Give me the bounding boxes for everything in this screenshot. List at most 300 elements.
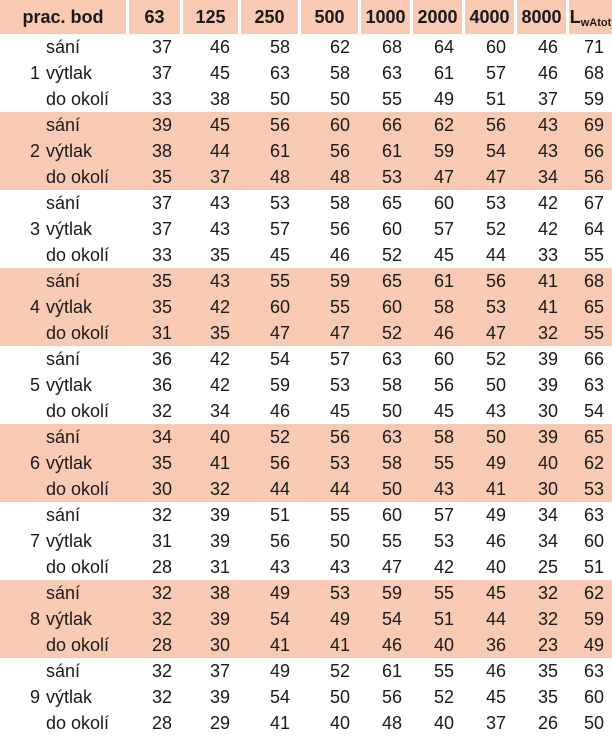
- value-cell: 40: [329, 712, 351, 733]
- value-cell: 45: [329, 400, 351, 421]
- value-cell: 55: [329, 504, 351, 525]
- header-total-main: L: [569, 6, 581, 27]
- value-cell: 43: [209, 192, 231, 213]
- value-cell: 32: [514, 606, 566, 632]
- value-cell: 45: [269, 244, 291, 265]
- value-cell: 49: [433, 88, 455, 109]
- value-cell: 54: [238, 606, 298, 632]
- measurement-point-number: [0, 190, 44, 216]
- total-level-cell: 62: [566, 450, 612, 476]
- table-row: [0, 372, 612, 398]
- value-cell: 53: [298, 580, 358, 606]
- value-cell: 52: [433, 686, 455, 707]
- value-cell: 54: [358, 606, 410, 632]
- value-cell: 44: [298, 476, 358, 502]
- value-cell: 32: [151, 660, 173, 681]
- value-cell: 47: [462, 164, 514, 190]
- value-cell: 34: [126, 424, 180, 450]
- value-cell: 47: [298, 320, 358, 346]
- value-cell: 63: [358, 424, 410, 450]
- value-cell: 46: [269, 400, 291, 421]
- value-cell: 42: [209, 348, 231, 369]
- total-level-cell: 49: [566, 632, 612, 658]
- row-label: sání: [44, 112, 126, 138]
- value-cell: 33: [151, 88, 173, 109]
- measurement-point-number: 8: [0, 606, 44, 632]
- total-level-cell: 69: [566, 112, 612, 138]
- value-cell: 32: [151, 686, 173, 707]
- value-cell: 35: [537, 660, 559, 681]
- value-cell: 60: [485, 36, 507, 57]
- value-cell: 56: [381, 686, 403, 707]
- value-cell: 44: [485, 244, 507, 265]
- value-cell: 46: [485, 530, 507, 551]
- value-cell: 31: [151, 530, 173, 551]
- value-cell: 58: [269, 36, 291, 57]
- value-cell: 57: [433, 218, 455, 239]
- row-label: do okolí: [44, 476, 126, 502]
- value-cell: 35: [209, 244, 231, 265]
- measurement-point-number: [0, 710, 44, 736]
- table-row: [0, 138, 612, 164]
- measurement-point-number: 4: [0, 294, 44, 320]
- row-label: sání: [44, 268, 126, 294]
- value-cell: 49: [238, 580, 298, 606]
- value-cell: 32: [151, 400, 173, 421]
- value-cell: 36: [462, 632, 514, 658]
- value-cell: 42: [180, 294, 238, 320]
- table-row: [0, 34, 612, 60]
- measurement-point-number: 1: [29, 62, 40, 83]
- value-cell: 39: [537, 374, 559, 395]
- value-cell: 55: [381, 530, 403, 551]
- row-label: výtlak: [46, 374, 93, 395]
- measurement-point-number: 3: [29, 218, 40, 239]
- total-level-cell: 53: [566, 476, 612, 502]
- value-cell: 29: [209, 712, 231, 733]
- row-label: sání: [44, 424, 126, 450]
- value-cell: 52: [358, 320, 410, 346]
- row-label: do okolí: [46, 556, 110, 577]
- value-cell: 33: [151, 244, 173, 265]
- table-row: [0, 242, 612, 268]
- value-cell: 55: [238, 268, 298, 294]
- value-cell: 35: [180, 320, 238, 346]
- value-cell: 34: [514, 164, 566, 190]
- value-cell: 36: [151, 374, 173, 395]
- value-cell: 63: [381, 348, 403, 369]
- value-cell: 51: [410, 606, 462, 632]
- measurement-point-number: [0, 164, 44, 190]
- value-cell: 60: [381, 504, 403, 525]
- table-body: [0, 34, 612, 736]
- value-cell: 65: [381, 192, 403, 213]
- value-cell: 60: [381, 218, 403, 239]
- header-freq-2000: 2000: [410, 0, 462, 34]
- value-cell: 57: [269, 218, 291, 239]
- table-row: [0, 502, 612, 528]
- value-cell: 56: [298, 138, 358, 164]
- measurement-point-number: [0, 476, 44, 502]
- row-label: sání: [46, 192, 81, 213]
- value-cell: 62: [329, 36, 351, 57]
- table-row: [0, 580, 612, 606]
- value-cell: 23: [514, 632, 566, 658]
- value-cell: 50: [329, 88, 351, 109]
- total-level-cell: 64: [583, 218, 605, 239]
- value-cell: 61: [410, 268, 462, 294]
- total-level-cell: 66: [566, 138, 612, 164]
- value-cell: 32: [151, 504, 173, 525]
- value-cell: 60: [433, 192, 455, 213]
- value-cell: 42: [537, 218, 559, 239]
- value-cell: 53: [329, 374, 351, 395]
- value-cell: 41: [298, 632, 358, 658]
- value-cell: 30: [537, 400, 559, 421]
- value-cell: 52: [238, 424, 298, 450]
- row-label: výtlak: [46, 686, 93, 707]
- total-level-cell: 63: [583, 660, 605, 681]
- value-cell: 49: [269, 660, 291, 681]
- table-row: [0, 60, 612, 86]
- table-row: [0, 450, 612, 476]
- value-cell: 37: [151, 218, 173, 239]
- value-cell: 45: [462, 580, 514, 606]
- value-cell: 43: [329, 556, 351, 577]
- value-cell: 40: [410, 632, 462, 658]
- value-cell: 48: [381, 712, 403, 733]
- value-cell: 37: [485, 712, 507, 733]
- value-cell: 36: [151, 348, 173, 369]
- value-cell: 35: [537, 686, 559, 707]
- total-level-cell: 59: [583, 88, 605, 109]
- value-cell: 52: [381, 244, 403, 265]
- row-label: do okolí: [46, 400, 110, 421]
- measurement-point-number: [0, 580, 44, 606]
- value-cell: 28: [151, 556, 173, 577]
- table-row: [0, 658, 612, 684]
- value-cell: 55: [410, 450, 462, 476]
- value-cell: 31: [126, 320, 180, 346]
- value-cell: 46: [209, 36, 231, 57]
- value-cell: 32: [514, 580, 566, 606]
- value-cell: 32: [180, 476, 238, 502]
- value-cell: 41: [514, 294, 566, 320]
- value-cell: 34: [537, 530, 559, 551]
- table-row: [0, 112, 612, 138]
- value-cell: 42: [537, 192, 559, 213]
- value-cell: 39: [209, 686, 231, 707]
- value-cell: 26: [537, 712, 559, 733]
- value-cell: 59: [269, 374, 291, 395]
- value-cell: 32: [514, 320, 566, 346]
- total-level-cell: 65: [566, 294, 612, 320]
- value-cell: 28: [151, 712, 173, 733]
- value-cell: 64: [433, 36, 455, 57]
- value-cell: 30: [180, 632, 238, 658]
- total-level-cell: 50: [583, 712, 605, 733]
- value-cell: 47: [381, 556, 403, 577]
- total-level-cell: 51: [583, 556, 605, 577]
- header-freq-250: 250: [238, 0, 298, 34]
- value-cell: 45: [433, 400, 455, 421]
- table-row: [0, 320, 612, 346]
- value-cell: 43: [410, 476, 462, 502]
- value-cell: 34: [209, 400, 231, 421]
- table-row: [0, 294, 612, 320]
- value-cell: 47: [462, 320, 514, 346]
- measurement-point-number: [0, 346, 44, 372]
- value-cell: 35: [126, 268, 180, 294]
- value-cell: 52: [485, 348, 507, 369]
- measurement-point-number: 9: [29, 686, 40, 707]
- value-cell: 35: [126, 450, 180, 476]
- table-row: [0, 554, 612, 580]
- total-level-cell: 56: [566, 164, 612, 190]
- value-cell: 58: [410, 424, 462, 450]
- value-cell: 37: [209, 660, 231, 681]
- value-cell: 46: [329, 244, 351, 265]
- value-cell: 39: [126, 112, 180, 138]
- total-level-cell: 66: [583, 348, 605, 369]
- value-cell: 50: [485, 374, 507, 395]
- total-level-cell: 68: [566, 268, 612, 294]
- table-row: [0, 632, 612, 658]
- total-level-cell: 67: [583, 192, 605, 213]
- value-cell: 39: [514, 424, 566, 450]
- total-level-cell: 59: [566, 606, 612, 632]
- value-cell: 60: [298, 112, 358, 138]
- value-cell: 35: [126, 294, 180, 320]
- value-cell: 56: [238, 112, 298, 138]
- value-cell: 65: [358, 268, 410, 294]
- value-cell: 41: [462, 476, 514, 502]
- value-cell: 33: [537, 244, 559, 265]
- value-cell: 58: [329, 192, 351, 213]
- measurement-point-number: 6: [0, 450, 44, 476]
- value-cell: 49: [462, 450, 514, 476]
- value-cell: 39: [180, 606, 238, 632]
- value-cell: 56: [238, 450, 298, 476]
- value-cell: 40: [485, 556, 507, 577]
- value-cell: 61: [433, 62, 455, 83]
- value-cell: 53: [269, 192, 291, 213]
- value-cell: 35: [126, 164, 180, 190]
- header-freq-1000: 1000: [358, 0, 410, 34]
- value-cell: 39: [209, 530, 231, 551]
- value-cell: 57: [485, 62, 507, 83]
- value-cell: 43: [514, 138, 566, 164]
- value-cell: 39: [537, 348, 559, 369]
- value-cell: 28: [126, 632, 180, 658]
- value-cell: 50: [358, 476, 410, 502]
- value-cell: 31: [209, 556, 231, 577]
- table-row: [0, 398, 612, 424]
- value-cell: 55: [410, 580, 462, 606]
- value-cell: 38: [180, 580, 238, 606]
- value-cell: 60: [433, 348, 455, 369]
- value-cell: 56: [298, 424, 358, 450]
- row-label: sání: [46, 348, 81, 369]
- value-cell: 55: [433, 660, 455, 681]
- value-cell: 37: [151, 62, 173, 83]
- value-cell: 68: [381, 36, 403, 57]
- value-cell: 50: [269, 88, 291, 109]
- measurement-point-number: [0, 554, 44, 580]
- table-row: [0, 86, 612, 112]
- value-cell: 58: [358, 450, 410, 476]
- value-cell: 40: [180, 424, 238, 450]
- value-cell: 45: [180, 112, 238, 138]
- value-cell: 53: [462, 294, 514, 320]
- row-label: výtlak: [46, 62, 93, 83]
- row-label: do okolí: [44, 632, 126, 658]
- value-cell: 40: [514, 450, 566, 476]
- value-cell: 58: [329, 62, 351, 83]
- value-cell: 59: [358, 580, 410, 606]
- value-cell: 57: [329, 348, 351, 369]
- value-cell: 43: [514, 112, 566, 138]
- table-row: [0, 216, 612, 242]
- value-cell: 47: [410, 164, 462, 190]
- row-label: do okolí: [46, 712, 110, 733]
- value-cell: 32: [126, 580, 180, 606]
- total-level-cell: 55: [566, 320, 612, 346]
- value-cell: 54: [269, 348, 291, 369]
- value-cell: 45: [209, 62, 231, 83]
- value-cell: 52: [329, 660, 351, 681]
- value-cell: 49: [485, 504, 507, 525]
- value-cell: 38: [126, 138, 180, 164]
- value-cell: 41: [514, 268, 566, 294]
- value-cell: 56: [269, 530, 291, 551]
- value-cell: 60: [238, 294, 298, 320]
- value-cell: 54: [462, 138, 514, 164]
- total-level-cell: 63: [583, 374, 605, 395]
- value-cell: 48: [238, 164, 298, 190]
- value-cell: 37: [180, 164, 238, 190]
- row-label: výtlak: [44, 138, 126, 164]
- measurement-point-number: 5: [29, 374, 40, 395]
- header-freq-125: 125: [180, 0, 238, 34]
- value-cell: 61: [381, 660, 403, 681]
- row-label: do okolí: [44, 320, 126, 346]
- measurement-point-number: [0, 242, 44, 268]
- value-cell: 45: [485, 686, 507, 707]
- header-freq-4000: 4000: [462, 0, 514, 34]
- value-cell: 46: [410, 320, 462, 346]
- value-cell: 57: [433, 504, 455, 525]
- measurement-point-number: [0, 268, 44, 294]
- value-cell: 61: [358, 138, 410, 164]
- measurement-point-number: [0, 320, 44, 346]
- value-cell: 48: [298, 164, 358, 190]
- header-freq-8000: 8000: [514, 0, 566, 34]
- value-cell: 43: [269, 556, 291, 577]
- value-cell: 50: [462, 424, 514, 450]
- measurement-point-number: [0, 502, 44, 528]
- total-level-cell: 60: [583, 530, 605, 551]
- value-cell: 45: [433, 244, 455, 265]
- table-row: [0, 528, 612, 554]
- measurement-point-number: [0, 34, 44, 60]
- value-cell: 46: [537, 36, 559, 57]
- table-row: [0, 476, 612, 502]
- value-cell: 41: [269, 712, 291, 733]
- table-row: [0, 190, 612, 216]
- value-cell: 30: [126, 476, 180, 502]
- value-cell: 52: [485, 218, 507, 239]
- row-label: do okolí: [44, 164, 126, 190]
- row-label: sání: [46, 660, 81, 681]
- row-label: sání: [46, 504, 81, 525]
- value-cell: 41: [180, 450, 238, 476]
- value-cell: 53: [433, 530, 455, 551]
- value-cell: 56: [329, 218, 351, 239]
- value-cell: 53: [298, 450, 358, 476]
- value-cell: 66: [358, 112, 410, 138]
- header-freq-500: 500: [298, 0, 358, 34]
- value-cell: 25: [537, 556, 559, 577]
- value-cell: 43: [485, 400, 507, 421]
- value-cell: 62: [410, 112, 462, 138]
- value-cell: 46: [485, 660, 507, 681]
- value-cell: 38: [209, 88, 231, 109]
- table-row: [0, 424, 612, 450]
- table-row: [0, 268, 612, 294]
- value-cell: 59: [298, 268, 358, 294]
- value-cell: 41: [238, 632, 298, 658]
- table-row: [0, 710, 612, 736]
- value-cell: 44: [238, 476, 298, 502]
- value-cell: 42: [433, 556, 455, 577]
- header-measurement-point: prac. bod: [0, 0, 126, 34]
- row-label: do okolí: [46, 88, 110, 109]
- value-cell: 37: [151, 36, 173, 57]
- total-level-cell: 60: [583, 686, 605, 707]
- value-cell: 47: [238, 320, 298, 346]
- header-total-level: [566, 0, 612, 34]
- header-row: [0, 0, 612, 34]
- value-cell: 46: [358, 632, 410, 658]
- value-cell: 34: [537, 504, 559, 525]
- value-cell: 51: [485, 88, 507, 109]
- header-freq-63: 63: [126, 0, 180, 34]
- total-level-cell: 63: [583, 504, 605, 525]
- value-cell: 55: [298, 294, 358, 320]
- total-level-cell: 65: [566, 424, 612, 450]
- measurement-point-number: [0, 86, 44, 112]
- row-label: sání: [44, 580, 126, 606]
- value-cell: 50: [329, 686, 351, 707]
- value-cell: 58: [381, 374, 403, 395]
- row-label: výtlak: [46, 218, 93, 239]
- value-cell: 37: [537, 88, 559, 109]
- table-row: [0, 684, 612, 710]
- value-cell: 42: [209, 374, 231, 395]
- total-level-cell: 68: [583, 62, 605, 83]
- total-level-cell: 71: [583, 36, 605, 57]
- header-total-sub: wAtot: [580, 16, 612, 29]
- row-label: výtlak: [44, 606, 126, 632]
- value-cell: 59: [410, 138, 462, 164]
- value-cell: 56: [462, 268, 514, 294]
- measurement-point-number: [0, 632, 44, 658]
- measurement-point-number: [0, 424, 44, 450]
- total-level-cell: 54: [583, 400, 605, 421]
- value-cell: 39: [209, 504, 231, 525]
- value-cell: 63: [381, 62, 403, 83]
